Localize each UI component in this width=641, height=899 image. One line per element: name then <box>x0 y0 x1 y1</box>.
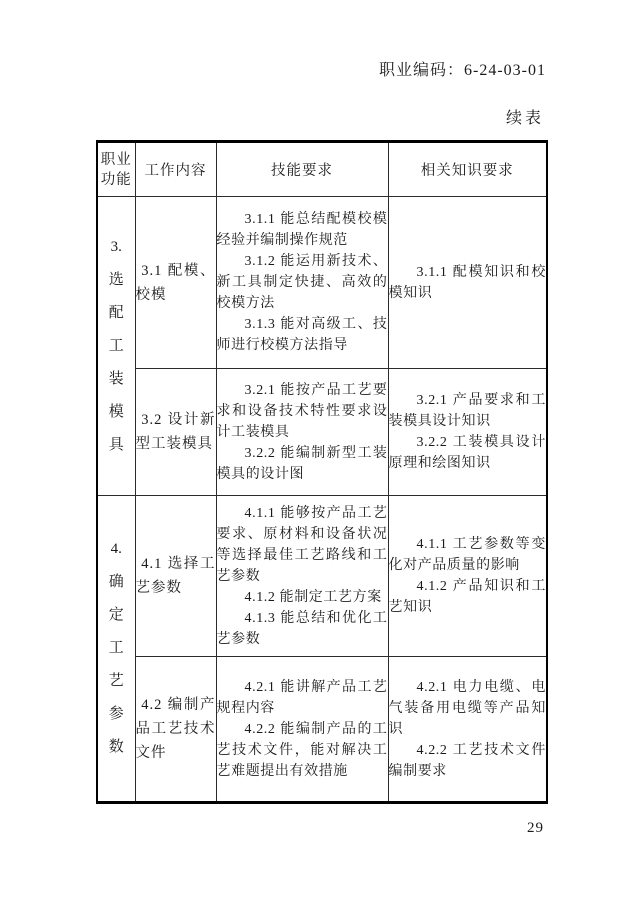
function-cell-3 <box>97 197 135 496</box>
function-name-char: 数 <box>108 739 124 755</box>
table-row <box>97 496 547 657</box>
col-header-function-line2: 功能 <box>100 171 132 188</box>
function-number: 3. <box>110 238 122 255</box>
knowledge-cell <box>388 657 547 803</box>
function-name-char: 工 <box>108 337 124 354</box>
work-content-text: 4.2 编制产品工艺技术文件 <box>135 697 216 761</box>
function-name-char: 参 <box>108 706 124 722</box>
skills-cell <box>216 369 388 496</box>
skill-item: 4.2.1 能讲解产品工艺规程内容 <box>216 679 388 716</box>
function-number: 4. <box>110 541 122 557</box>
skills-cell <box>216 496 388 657</box>
work-content-cell <box>135 496 216 657</box>
table-row <box>97 657 547 803</box>
function-name-char: 艺 <box>108 673 124 689</box>
occupational-standard-table <box>96 140 548 804</box>
knowledge-item: 4.2.1 电力电缆、电气装备用电缆等产品知识 <box>388 679 546 737</box>
function-label-3 <box>98 239 135 454</box>
work-content-text: 3.2 设计新型工装模具 <box>135 412 216 452</box>
table-row <box>97 369 547 496</box>
knowledge-item: 3.2.2 工装模具设计原理和绘图知识 <box>388 435 546 471</box>
skill-item: 4.1.3 能总结和优化工艺参数 <box>216 610 388 647</box>
col-header-skill-requirements: 技能要求 <box>216 142 388 197</box>
skill-item: 4.2.2 能编制产品的工艺技术文件，能对解决工艺难题提出有效措施 <box>216 721 388 779</box>
function-name-char: 具 <box>108 436 124 453</box>
skill-item: 3.1.2 能运用新技术、新工具制定快捷、高效的校模方法 <box>216 254 388 311</box>
knowledge-item: 4.1.2 产品知识和工艺知识 <box>388 579 546 615</box>
function-name-char: 工 <box>108 640 124 656</box>
knowledge-item: 4.2.2 工艺技术文件编制要求 <box>388 742 546 779</box>
skill-item: 3.2.2 能编制新型工装模具的设计图 <box>216 445 388 482</box>
function-name-char: 装 <box>108 370 124 387</box>
skill-item: 3.1.1 能总结配模校模经验并编制操作规范 <box>216 212 388 248</box>
function-name-char: 定 <box>108 607 124 623</box>
page-number: 29 <box>527 820 544 836</box>
work-content-text: 3.1 配模、校模 <box>135 262 216 303</box>
knowledge-cell <box>388 197 547 369</box>
table-header-row <box>97 142 547 197</box>
skill-item: 4.1.2 能制定工艺方案 <box>244 589 382 605</box>
work-content-cell <box>135 657 216 803</box>
knowledge-item: 4.1.1 工艺参数等变化对产品质量的影响 <box>388 537 546 573</box>
function-label-4 <box>98 541 135 756</box>
skill-item: 4.1.1 能够按产品工艺要求、原材料和设备状况等选择最佳工艺路线和工艺参数 <box>216 505 388 584</box>
skill-item: 3.1.3 能对高级工、技师进行校模方法指导 <box>216 317 388 353</box>
knowledge-cell <box>388 369 547 496</box>
work-content-cell <box>135 197 216 369</box>
knowledge-cell <box>388 496 547 657</box>
skills-cell <box>216 197 388 369</box>
table-row <box>97 197 547 369</box>
function-name-char: 模 <box>108 403 124 420</box>
knowledge-item: 3.1.1 配模知识和校模知识 <box>388 264 546 301</box>
continued-table-label: 续表 <box>505 110 544 127</box>
work-content-cell <box>135 369 216 496</box>
function-cell-4 <box>97 496 135 803</box>
function-name-char: 配 <box>108 304 124 321</box>
function-name-char: 确 <box>108 574 124 590</box>
col-header-function <box>97 142 135 197</box>
knowledge-item: 3.2.1 产品要求和工装模具设计知识 <box>388 393 546 429</box>
function-name-vertical <box>109 570 124 756</box>
col-header-knowledge-requirements: 相关知识要求 <box>388 142 547 197</box>
function-name-vertical <box>109 268 124 454</box>
work-content-text: 4.1 选择工艺参数 <box>135 556 216 596</box>
col-header-work-content: 工作内容 <box>135 142 216 197</box>
skills-cell <box>216 657 388 803</box>
skill-item: 3.2.1 能按产品工艺要求和设备技术特性要求设计工装模具 <box>216 382 388 440</box>
function-name-char: 选 <box>108 271 124 288</box>
occupation-code: 职业编码：6-24-03-01 <box>379 62 546 79</box>
col-header-function-line1: 职业 <box>100 151 132 168</box>
